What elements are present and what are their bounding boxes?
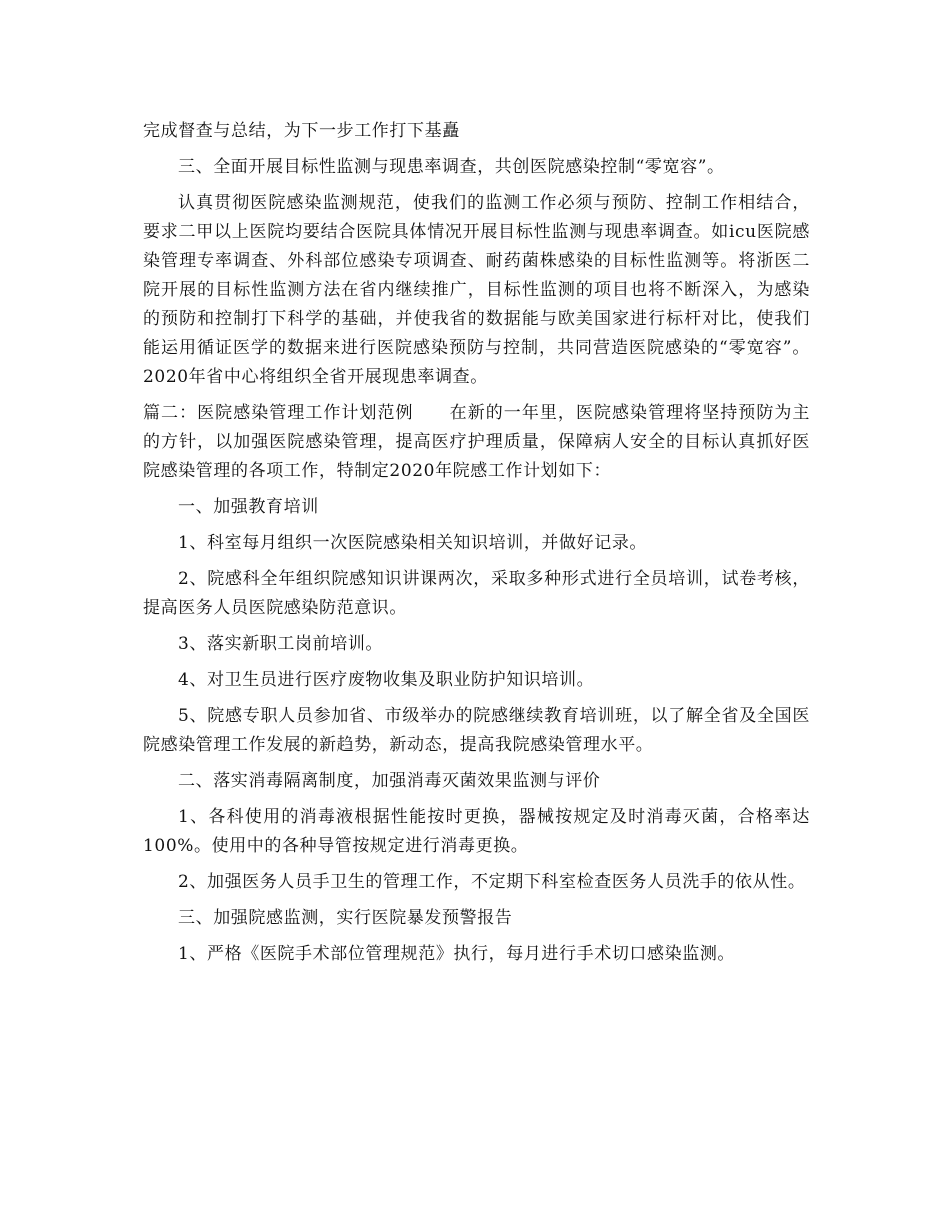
article-title: 篇二：医院感染管理工作计划范例 bbox=[143, 403, 414, 423]
document-page bbox=[143, 117, 810, 976]
list-item: 2、院感科全年组织院感知识讲课两次，采取多种形式进行全员培训，试卷考核，提高医务人员医院感染防范意识。 bbox=[143, 569, 810, 618]
list-item: 3、落实新职工岗前培训。 bbox=[178, 634, 384, 654]
list-item: 4、对卫生员进行医疗废物收集及职业防护知识培训。 bbox=[178, 670, 595, 690]
list-item: 1、各科使用的消毒液根据性能按时更换，器械按规定及时消毒灭菌，合格率达100%。使用中的各种导管按规定进行消毒更换。 bbox=[143, 807, 810, 856]
section-heading-3: 三、全面开展目标性监测与现患率调查，共创医院感染控制“零宽容”。 bbox=[178, 157, 725, 177]
paragraph-3: 认真贯彻医院感染监测规范，使我们的监测工作必须与预防、控制工作相结合，要求二甲以上医院均要结合医院具体情况开展目标性监测与现患率调查。如icu医院感染管理专率调查、外科部位感染专项调查、耐药菌株感染的目标性监测等。将浙医二院开展的目标性监测方法在省内继续推广，目标性监测的项目也将不断深入，为感染的预防和控制打下科学的基础，并使我省的数据能与欧美国家进行标杆对比，使我们能运用循证医学的数据来进行医院感染预防与控制，共同营造医院感染的“零宽容”。2020年省中心将组织全省开展现患率调查。 bbox=[143, 193, 810, 387]
article-intro bbox=[143, 399, 810, 486]
title-gap bbox=[414, 403, 450, 423]
list-item: 1、科室每月组织一次医院感染相关知识培训，并做好记录。 bbox=[178, 533, 648, 553]
section-heading-1: 一、加强教育培训 bbox=[178, 497, 319, 517]
list-item: 5、院感专职人员参加省、市级举办的院感继续教育培训班，以了解全省及全国医院感染管理工作发展的新趋势，新动态，提高我院感染管理水平。 bbox=[143, 706, 810, 755]
list-item: 1、严格《医院手术部位管理规范》执行，每月进行手术切口感染监测。 bbox=[178, 944, 736, 964]
section-heading-2: 二、落实消毒隔离制度，加强消毒灭菌效果监测与评价 bbox=[178, 771, 601, 791]
section-heading-3b: 三、加强院感监测，实行医院暴发预警报告 bbox=[178, 908, 513, 928]
article-intro-text: 在新的一年里，医院感染管理将坚持预防为主的方针，以加强医院感染管理，提高医疗护理质量，保障病人安全的目标认真抓好医院感染管理的各项工作，特制定2020年院感工作计划如下： bbox=[143, 403, 811, 481]
list-item: 2、加强医务人员手卫生的管理工作，不定期下科室检查医务人员洗手的依从性。 bbox=[178, 872, 806, 892]
paragraph-1: 完成督查与总结，为下一步工作打下基矗 bbox=[143, 121, 460, 141]
